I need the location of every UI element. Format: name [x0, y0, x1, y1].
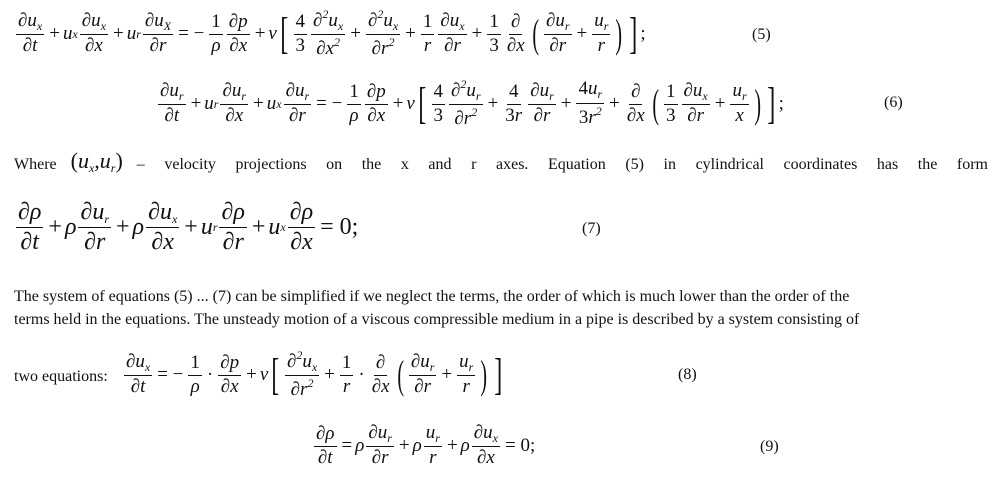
equation-number-6: (6) [884, 94, 903, 111]
paragraph-line-1: The system of equations (5) ... (7) can be simplified if we neglect the terms, the order of which is much lower than the order of the [14, 288, 850, 305]
where-line [14, 150, 988, 179]
equation-5: $\frac{\partial u_x}{\partial t}$ + u x $\frac{\partial u_x}{\partial x}$ + u r $\frac{\partial u_X}{\partial r}$ = − $\frac{1}{\rho}$ $\frac{\partial p}{\partial x}$ + ν [ $\frac{4}{3}$ $\frac{\partial^2u_x}{\partial x^2}$ + $\frac{\partial^2u_x}{\partial r^2}$ + $\frac{1}{r}$ $\frac{\partial u_x}{\partial r}$ + $\frac{1}{3}$ $\frac{\partial}{\partial x}$ ( $\frac{\partial u_r}{\partial r}$ + $\frac{u_r}{r}$ ) ] ; [18, 6, 646, 60]
equation-number-9: (9) [760, 438, 779, 455]
equation-number-5: (5) [752, 26, 771, 43]
equation-8: $\frac{\partial u_x}{\partial t}$ = − $\frac{1}{\rho}$ · $\frac{\partial p}{\partial x}$ + ν [ $\frac{\partial^2u_x}{\partial r^2}$ + $\frac{1}{r}$ · $\frac{\partial}{\partial x}$ ( $\frac{\partial u_r}{\partial r}$ + $\frac{u_r}{r}$ ) ] [126, 347, 502, 401]
equation-number-7: (7) [582, 220, 601, 237]
where-word: Where [14, 155, 57, 173]
equation-number-8: (8) [678, 366, 697, 383]
where-description: – velocity projections on the x and r axes. Equation (5) in cylindrical coordinates has the form [136, 155, 988, 173]
paragraph-line-2: terms held in the equations. The unsteady motion of a viscous compressible medium in a pipe is described by a system consisting of [14, 311, 860, 328]
equation-7: $\frac{\partial\rho}{\partial t}$ + ρ $\frac{\partial u_r}{\partial r}$ + ρ $\frac{\partial u_x}{\partial x}$ + u r $\frac{\partial\rho}{\partial r}$ + u x $\frac{\partial\rho}{\partial x}$ = 0; [18, 198, 359, 255]
equation-6: $\frac{\partial u_r}{\partial t}$ + u r $\frac{\partial u_r}{\partial x}$ + u x $\frac{\partial u_r}{\partial r}$ = − $\frac{1}{\rho}$ $\frac{\partial p}{\partial x}$ + ν [ $\frac{4}{3}$ $\frac{\partial^2u_r}{\partial r^2}$ + $\frac{4}{3r}$ $\frac{\partial u_r}{\partial r}$ + $\frac{4u_r}{3r^2}$ + $\frac{\partial}{\partial x}$ ( $\frac{1}{3}$ $\frac{\partial u_x}{\partial r}$ + $\frac{u_r}{x}$ ) ] ; [160, 76, 784, 130]
two-equations-label: two equations: [14, 368, 108, 385]
velocity-vector: $(u_x,u_r)$ [70, 148, 123, 175]
equation-9: $\frac{\partial\rho}{\partial t}$ = ρ $\frac{\partial u_r}{\partial r}$ + ρ $\frac{u_r}{r}$ + ρ $\frac{\partial u_x}{\partial x}$ = 0; [316, 421, 536, 469]
